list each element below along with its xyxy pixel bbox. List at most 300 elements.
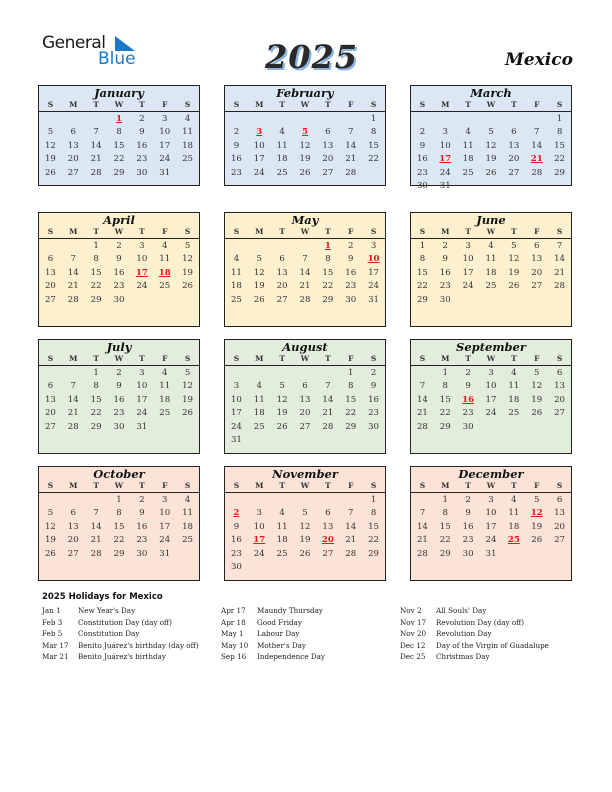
day-cell: 3 [161,495,168,505]
day-cell: 28 [322,421,334,432]
day-cell: 20 [67,154,79,165]
day-cell: 15 [368,140,380,151]
day-cell: 28 [299,294,311,305]
holiday-row [221,617,397,629]
month-name: September [456,340,526,354]
holiday-date: Dec 25 [400,652,426,662]
day-cell: 8 [93,381,99,392]
day-cell: 11 [182,508,194,519]
day-cell: 19 [508,267,520,278]
empty-cell [225,494,248,507]
day-cell: 12 [182,381,194,392]
day-cell: 5 [47,127,54,138]
empty-cell [339,113,362,126]
day-cell: 1 [442,495,448,505]
weekday-label: F [534,481,540,490]
month-name: July [106,340,132,354]
holiday-date: Feb 3 [42,617,63,627]
holiday-day-cell: 25 [507,535,520,546]
weekday-label: T [139,227,145,236]
day-cell: 13 [531,254,543,265]
weekday-label: F [162,227,168,236]
holiday-name: Labour Day [257,629,300,639]
day-cell: 8 [325,254,331,265]
month-august [224,339,386,454]
day-cell: 27 [44,294,56,305]
empty-cell [434,113,457,126]
day-cell: 20 [554,394,566,405]
holidays-column [221,605,397,663]
day-cell: 17 [253,154,265,165]
weekday-label: T [139,100,145,109]
day-cell: 9 [465,508,471,519]
day-cell: 4 [184,495,191,505]
holiday-date: Feb 5 [42,629,63,639]
day-cell: 17 [485,394,497,405]
weekday-label: S [556,481,563,490]
day-cell: 19 [299,154,311,165]
day-cell: 3 [370,241,377,251]
day-cell: 25 [230,294,242,305]
weekday-label: T [279,354,285,363]
day-cell: 27 [531,281,543,292]
weekday-label: S [370,354,377,363]
day-cell: 18 [485,267,497,278]
weekday-label: T [511,227,517,236]
day-cell: 7 [302,254,308,265]
day-cell: 8 [442,508,448,519]
day-cell: 28 [554,281,566,292]
empty-cell [85,113,108,126]
empty-cell [411,494,434,507]
day-cell: 16 [113,267,125,278]
day-cell: 19 [253,281,265,292]
day-grid [39,493,199,561]
day-cell: 9 [465,381,471,392]
day-cell: 5 [533,368,540,378]
day-cell: 25 [276,167,288,178]
day-cell: 4 [511,368,517,378]
day-cell: 6 [70,127,76,138]
day-cell: 14 [90,140,102,151]
weekday-header [39,226,199,239]
day-cell: 31 [159,167,171,178]
day-cell: 3 [161,114,168,124]
day-cell: 24 [136,281,148,292]
day-cell: 12 [44,521,56,532]
generalblue-logo [42,33,136,69]
day-cell: 15 [113,140,125,151]
day-cell: 26 [531,535,543,546]
holiday-day-cell: 5 [302,127,308,138]
weekday-label: F [348,354,354,363]
day-cell: 16 [136,521,148,532]
weekday-label: F [348,481,354,490]
day-cell: 14 [416,394,428,405]
day-cell: 14 [90,521,102,532]
day-cell: 12 [299,521,311,532]
day-cell: 6 [511,127,517,138]
day-cell: 26 [299,167,311,178]
day-cell: 29 [90,294,102,305]
empty-cell [316,494,339,507]
day-cell: 5 [511,241,517,251]
holiday-day-cell: 17 [135,267,148,278]
day-cell: 4 [233,254,240,265]
day-cell: 27 [44,421,56,432]
weekday-header [225,480,385,493]
weekday-label: S [419,481,426,490]
day-cell: 20 [299,408,311,419]
weekday-label: M [255,227,264,236]
day-cell: 12 [508,254,520,265]
day-cell: 27 [322,167,334,178]
empty-cell [271,113,294,126]
day-cell: 29 [113,167,125,178]
day-cell: 6 [302,381,308,392]
day-cell: 4 [279,127,285,138]
weekday-label: S [184,227,191,236]
holiday-day-cell: 1 [116,114,122,124]
holiday-name: Maundy Thursday [257,606,323,615]
day-cell: 25 [508,408,520,419]
holiday-day-cell: 17 [253,535,266,546]
day-cell: 1 [419,241,426,251]
empty-cell [411,367,434,380]
holiday-name: Benito Juárez's birthday [78,652,166,662]
weekday-label: M [69,481,78,490]
day-cell: 29 [416,294,428,305]
holiday-date: Nov 2 [400,606,422,615]
day-cell: 13 [276,267,288,278]
holiday-row [221,651,397,663]
day-cell: 25 [182,154,194,165]
day-cell: 22 [439,408,451,419]
weekday-label: W [486,354,496,363]
day-cell: 23 [136,535,148,546]
day-cell: 14 [67,267,79,278]
month-march [410,85,572,191]
weekday-header [225,353,385,366]
day-cell: 17 [159,521,171,532]
day-cell: 1 [116,495,122,505]
day-cell: 20 [44,408,56,419]
day-cell: 21 [90,154,102,165]
day-cell: 6 [556,368,563,378]
holiday-name: All Souls' Day [436,606,487,615]
day-cell: 16 [416,154,428,165]
day-cell: 7 [70,254,76,265]
weekday-label: S [370,227,377,236]
day-cell: 8 [419,254,426,265]
holidays-column [42,605,218,663]
month-may [224,212,386,327]
month-name: April [103,213,135,227]
day-cell: 9 [139,127,145,138]
day-cell: 8 [370,127,377,138]
day-cell: 15 [345,394,357,405]
day-cell: 27 [508,167,520,178]
holiday-row [42,605,218,617]
day-cell: 30 [462,548,474,559]
day-cell: 21 [90,535,102,546]
month-december [410,466,572,581]
day-cell: 24 [159,154,171,165]
weekday-label: T [465,100,471,109]
holiday-day-cell: 17 [439,154,452,165]
weekday-label: S [47,481,54,490]
day-cell: 11 [276,521,288,532]
weekday-label: W [114,354,124,363]
weekday-label: S [233,100,240,109]
holiday-name: Constitution Day [78,629,140,639]
day-cell: 29 [90,421,102,432]
weekday-label: W [300,481,310,490]
day-cell: 28 [345,167,357,178]
day-cell: 8 [93,254,99,265]
day-cell: 24 [136,408,148,419]
month-name: October [93,467,145,481]
day-cell: 20 [67,535,79,546]
day-cell: 13 [299,394,311,405]
day-cell: 15 [322,267,334,278]
day-cell: 7 [70,381,76,392]
day-cell: 20 [322,154,334,165]
day-cell: 30 [113,421,125,432]
weekday-label: F [534,354,540,363]
day-cell: 4 [511,495,517,505]
day-cell: 8 [116,127,122,138]
day-cell: 26 [299,548,311,559]
day-cell: 5 [488,127,494,138]
weekday-label: M [441,100,450,109]
day-cell: 2 [116,368,122,378]
weekday-label: F [534,227,540,236]
empty-cell [316,113,339,126]
day-cell: 2 [465,368,471,378]
holiday-name: Christmas Day [436,652,490,662]
holiday-row [400,651,596,663]
logo-text-blue: Blue [98,49,136,69]
day-cell: 15 [439,394,451,405]
day-cell: 19 [182,394,194,405]
day-cell: 27 [554,535,566,546]
month-name: June [476,213,506,227]
day-cell: 12 [276,394,288,405]
empty-cell [225,240,248,253]
day-cell: 10 [253,521,265,532]
day-cell: 18 [159,394,171,405]
weekday-label: S [419,354,426,363]
weekday-label: T [139,354,145,363]
month-name: March [470,86,512,100]
day-cell: 16 [230,154,242,165]
day-cell: 3 [139,368,145,378]
day-cell: 26 [253,294,265,305]
weekday-label: S [419,227,426,236]
day-cell: 22 [90,408,102,419]
day-grid [39,366,199,434]
day-cell: 2 [116,241,122,251]
empty-cell [294,367,317,380]
holiday-day-cell: 18 [158,267,171,278]
day-cell: 26 [508,281,520,292]
day-cell: 30 [439,294,451,305]
day-cell: 23 [113,408,125,419]
day-cell: 31 [230,434,242,445]
day-cell: 1 [442,368,448,378]
weekday-label: F [534,100,540,109]
day-cell: 20 [276,281,288,292]
day-cell: 9 [233,521,240,532]
day-cell: 7 [325,381,331,392]
day-cell: 10 [159,127,171,138]
day-cell: 13 [67,521,79,532]
day-cell: 11 [159,254,171,265]
day-cell: 28 [90,548,102,559]
day-cell: 13 [508,140,520,151]
day-cell: 19 [44,154,56,165]
month-name: May [291,213,319,227]
day-cell: 24 [485,408,497,419]
day-cell: 22 [113,535,125,546]
day-cell: 9 [442,254,448,265]
day-cell: 28 [531,167,543,178]
day-cell: 23 [462,408,474,419]
empty-cell [248,367,271,380]
day-grid [411,239,571,307]
holiday-row [400,628,596,640]
empty-cell [248,113,271,126]
day-cell: 6 [70,508,76,519]
weekday-label: T [93,481,99,490]
empty-cell [294,113,317,126]
day-cell: 26 [182,281,194,292]
day-cell: 23 [439,281,451,292]
empty-cell [39,113,62,126]
day-cell: 30 [368,421,380,432]
day-cell: 2 [233,127,240,138]
weekday-label: T [465,227,471,236]
day-grid [39,239,199,307]
logo-text-general: General [42,33,106,53]
day-cell: 10 [136,254,148,265]
day-cell: 18 [276,154,288,165]
weekday-label: W [486,227,496,236]
empty-cell [339,494,362,507]
day-cell: 11 [276,140,288,151]
weekday-label: M [441,354,450,363]
day-cell: 17 [485,521,497,532]
month-november [224,466,386,581]
day-cell: 6 [47,254,54,265]
weekday-label: M [255,354,264,363]
day-cell: 23 [416,167,428,178]
day-cell: 23 [230,167,242,178]
weekday-label: S [47,354,54,363]
weekday-label: F [348,227,354,236]
day-cell: 3 [442,127,448,138]
day-cell: 13 [554,381,566,392]
day-cell: 17 [462,267,474,278]
day-cell: 12 [531,381,543,392]
day-cell: 17 [159,140,171,151]
day-cell: 10 [253,140,265,151]
weekday-label: W [486,100,496,109]
month-name: November [272,467,338,481]
holiday-name: Good Friday [257,617,302,627]
day-cell: 14 [67,394,79,405]
day-cell: 5 [47,508,54,519]
weekday-label: M [255,100,264,109]
day-cell: 21 [416,535,428,546]
weekday-label: F [162,100,168,109]
holiday-name: Revolution Day (day off) [436,617,525,627]
day-cell: 7 [93,508,99,519]
day-cell: 5 [256,254,262,265]
day-cell: 18 [276,535,288,546]
month-january [38,85,200,186]
day-cell: 1 [370,114,377,124]
weekday-header [39,480,199,493]
day-grid [225,493,385,574]
day-cell: 1 [93,368,99,378]
holiday-row [400,640,596,652]
day-cell: 8 [442,381,448,392]
weekday-label: S [47,100,54,109]
weekday-label: S [184,100,191,109]
day-cell: 29 [345,421,357,432]
day-cell: 25 [485,281,497,292]
day-cell: 29 [554,167,566,178]
month-april [38,212,200,327]
country-title: Mexico [505,50,573,70]
day-cell: 2 [139,495,145,505]
holidays-column [400,605,596,663]
day-grid [225,366,385,447]
month-name: December [458,467,524,481]
weekday-label: M [255,481,264,490]
weekday-header [225,99,385,112]
day-cell: 25 [253,421,265,432]
day-cell: 10 [485,381,497,392]
holiday-date: May 10 [221,640,249,650]
day-cell: 15 [439,521,451,532]
day-cell: 20 [531,267,543,278]
weekday-label: S [556,227,563,236]
holiday-date: Jan 1 [42,606,61,615]
day-cell: 3 [488,495,494,505]
day-grid [411,366,571,434]
empty-cell [248,494,271,507]
day-cell: 29 [368,548,380,559]
empty-cell [271,494,294,507]
day-cell: 22 [322,281,334,292]
day-cell: 28 [416,421,428,432]
weekday-header [225,226,385,239]
day-cell: 6 [279,254,285,265]
empty-cell [225,113,248,126]
day-cell: 2 [139,114,145,124]
empty-cell [39,240,62,253]
day-cell: 17 [368,267,380,278]
weekday-label: F [348,100,354,109]
day-cell: 26 [485,167,497,178]
weekday-label: W [114,481,124,490]
weekday-label: M [69,227,78,236]
day-cell: 10 [485,508,497,519]
empty-cell [62,494,85,507]
